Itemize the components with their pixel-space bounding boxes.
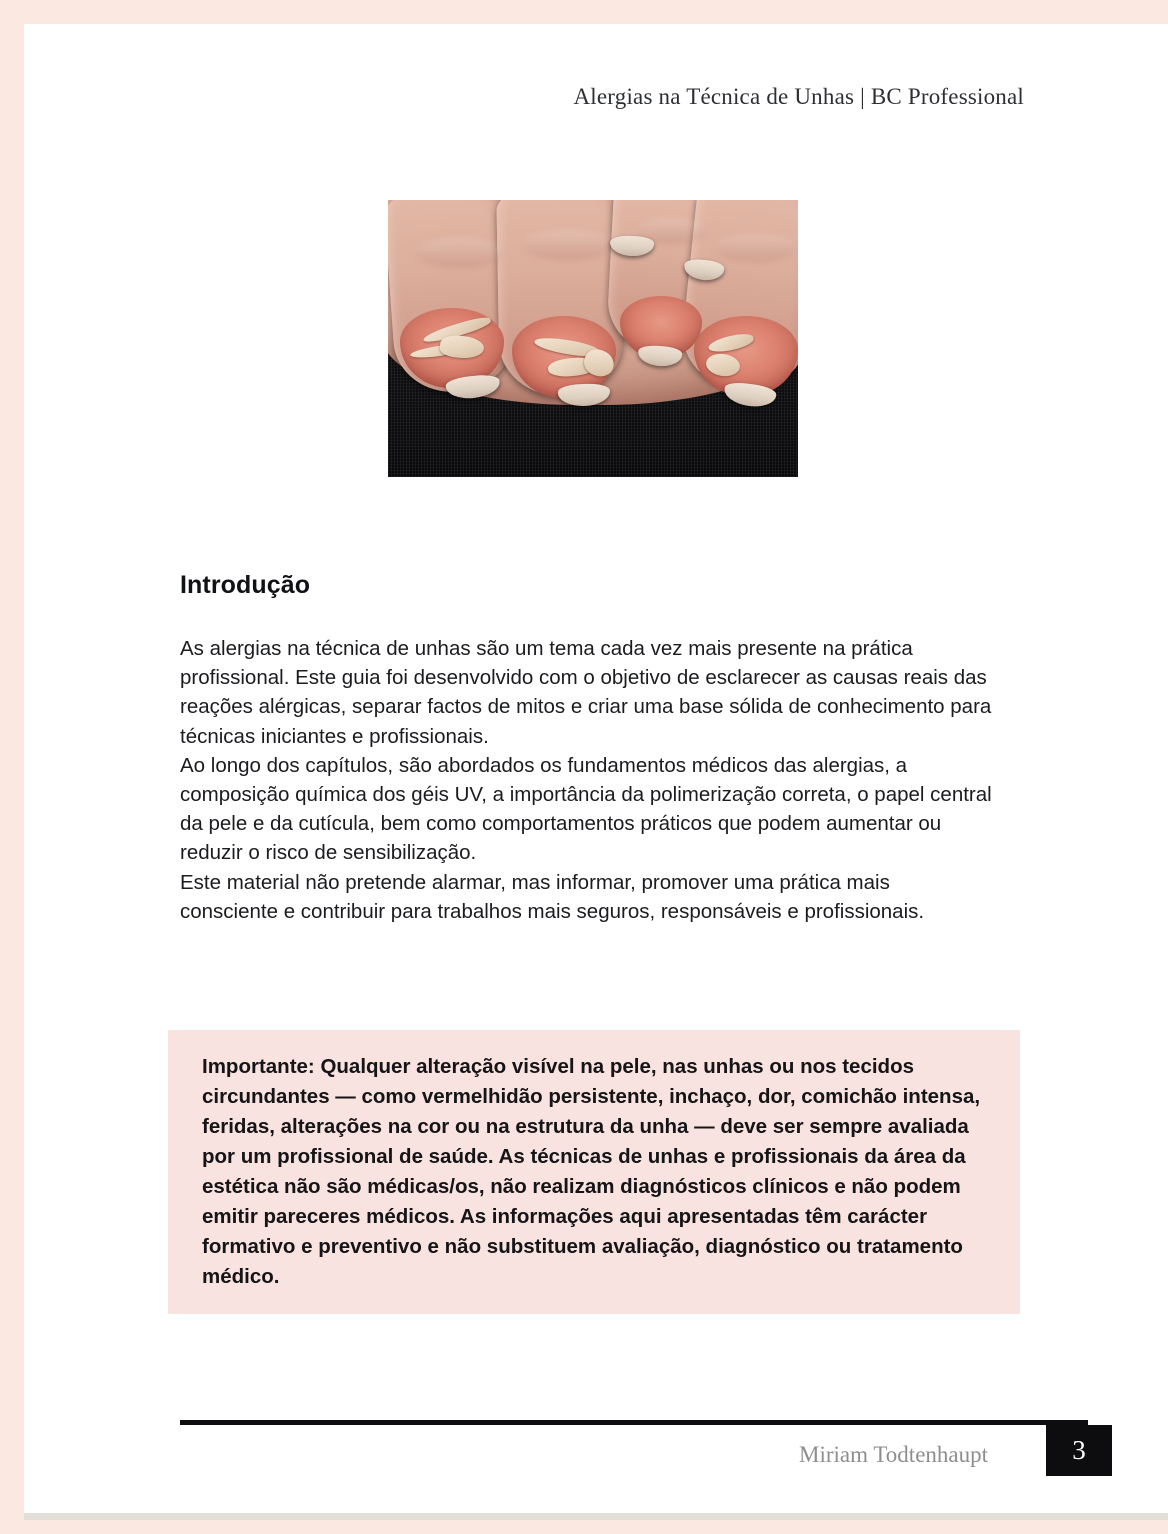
knuckle-2 (520, 230, 616, 260)
knuckle-1 (414, 238, 506, 268)
knuckle-4 (712, 234, 798, 262)
footer-author: Miriam Todtenhaupt (799, 1442, 988, 1467)
page-sheet (24, 24, 1168, 1513)
clinical-photo-fingertips (388, 200, 798, 477)
body-copy (180, 634, 992, 926)
section-heading-introducao: Introdução (180, 570, 311, 599)
paragraph-1: As alergias na técnica de unhas são um tema cada vez mais presente na prática profissional. Este guia foi desenvolvido com o objetivo de esclarecer as causas reais das reações alérgicas, separar factos de mitos e criar uma base sólida de conhecimento para técnicas iniciantes e profissionais. (180, 637, 992, 748)
page-bottom-strip (24, 1513, 1168, 1520)
footer-rule (180, 1420, 1088, 1425)
running-title: Alergias na Técnica de Unhas | BC Professional (573, 84, 1024, 109)
page-number-badge: 3 (1046, 1425, 1112, 1476)
paragraph-2: Ao longo dos capítulos, são abordados os fundamentos médicos das alergias, a composição química dos géis UV, a importância da polimerização correta, o papel central da pele e da cutícula, bem como comportamentos práticos que podem aumentar ou reduzir o risco de sensibilização. (180, 753, 992, 865)
document-footer (180, 1420, 1088, 1496)
figure-container (388, 200, 798, 477)
document-header (24, 84, 1168, 110)
important-disclaimer-callout: Importante: Qualquer alteração visível na pele, nas unhas ou nos tecidos circundantes — como vermelhidão persistente, inchaço, dor, comichão intensa, feridas, alterações na cor ou na estrutura da unha — deve ser sempre avaliada por um profissional de saúde. As técnicas de unhas e profissionais da área da estética não são médicas/os, não realizam diagnósticos clínicos e não podem emitir pareceres médicos. As informações aqui apresentadas têm carácter formativo e preventivo e não substituem avaliação, diagnóstico ou tratamento médico. (168, 1030, 1020, 1314)
paragraph-3: Este material não pretende alarmar, mas informar, promover uma prática mais consciente e contribuir para trabalhos mais seguros, responsáveis e profissionais. (180, 870, 925, 923)
